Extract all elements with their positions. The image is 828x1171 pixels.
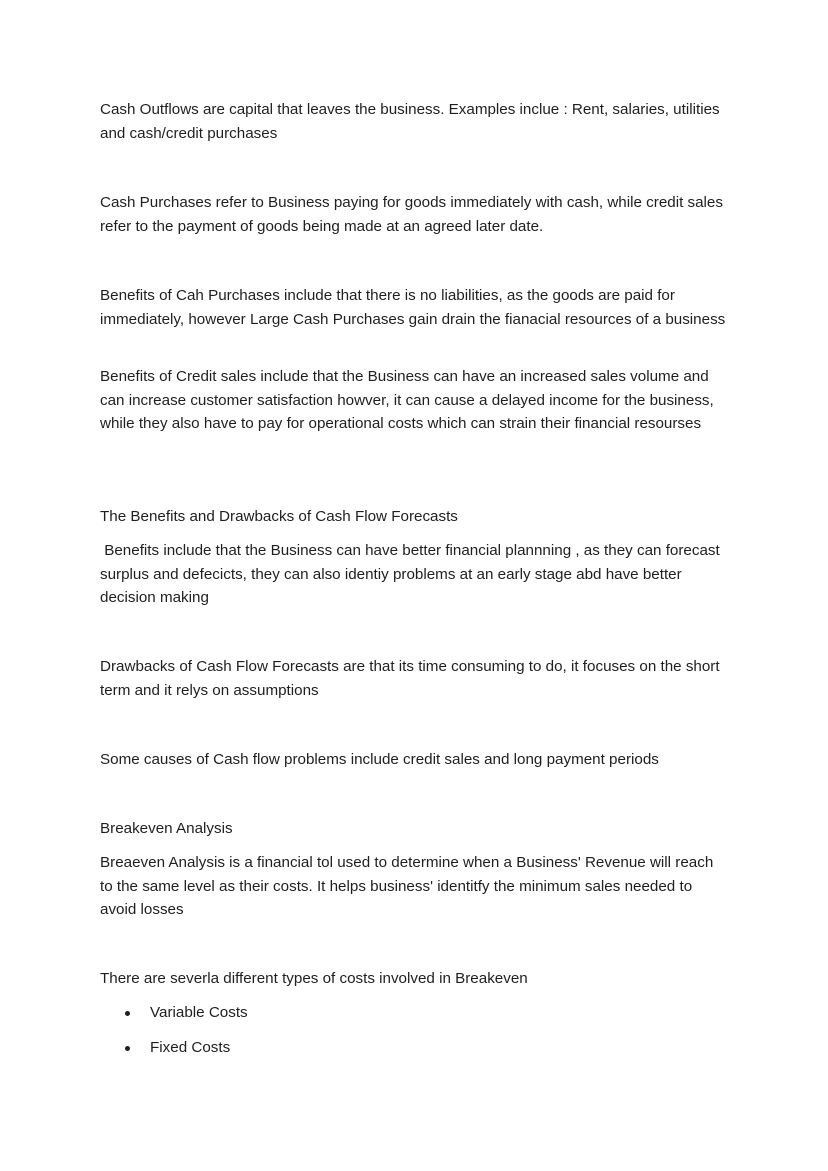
paragraph-cash-outflows: Cash Outflows are capital that leaves the business. Examples inclue : Rent, salaries, utilities and cash/credit purchases (100, 101, 720, 142)
paragraph-forecast-benefits: Benefits include that the Business can have better financial plannning , as they can forecast surplus and defecicts, they can also identiy problems at an early stage abd have better decision making (100, 542, 724, 606)
list-item (100, 1001, 248, 1036)
paragraph-benefits-cash-purchases: Benefits of Cah Purchases include that there is no liabilities, as the goods are paid for immediately, however Large Cash Purchases gain drain the fianacial resources of a business (100, 287, 726, 328)
list-item-label: Variable Costs (150, 1004, 248, 1021)
bullet-icon (125, 1046, 130, 1051)
cost-types-list (100, 1001, 248, 1071)
heading-cash-flow-forecasts: The Benefits and Drawbacks of Cash Flow Forecasts (100, 508, 458, 525)
paragraph-cost-types-intro: There are severla different types of costs involved in Breakeven (100, 970, 528, 987)
paragraph-cash-purchases: Cash Purchases refer to Business paying for goods immediately with cash, while credit sales refer to the payment of goods being made at an agreed later date. (100, 194, 723, 235)
list-item (100, 1036, 248, 1071)
list-item-label: Fixed Costs (150, 1039, 231, 1056)
paragraph-forecast-drawbacks: Drawbacks of Cash Flow Forecasts are that its time consuming to do, it focuses on the short term and it relys on assumptions (100, 658, 720, 699)
heading-breakeven-analysis: Breakeven Analysis (100, 820, 233, 837)
paragraph-cash-flow-problems: Some causes of Cash flow problems include credit sales and long payment periods (100, 751, 659, 768)
bullet-icon (125, 1011, 130, 1016)
paragraph-benefits-credit-sales: Benefits of Credit sales include that the Business can have an increased sales volume and can increase customer satisfaction howver, it can cause a delayed income for the business, while they also have to pay for operational costs which can strain their financial resourses (100, 368, 714, 432)
paragraph-breakeven-definition: Breaeven Analysis is a financial tol used to determine when a Business' Revenue will reach to the same level as their costs. It helps business' identitfy the minimum sales needed to avoid losses (100, 854, 714, 918)
